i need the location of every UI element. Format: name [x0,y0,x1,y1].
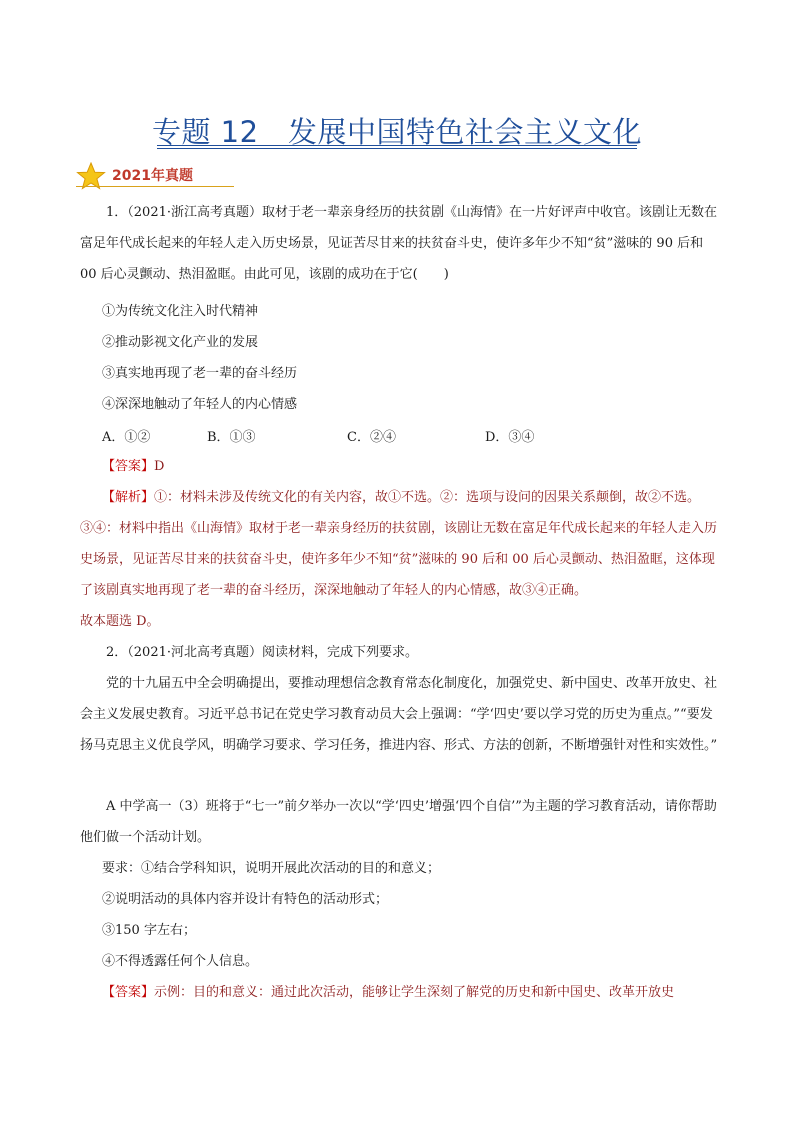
q2-task: A 中学高一（3）班将于“七一”前夕举办一次以“学‘四史’增强‘四个自信’”为主题的学习教育活动，请你帮助他们做一个活动计划。 [80,799,717,845]
q1-answer [102,451,742,482]
q2-requirement-1: 要求：①结合学科知识，说明开展此次活动的目的和意义； [102,861,441,876]
q1-option-a: A．①② [102,430,151,445]
q1-options [102,420,702,451]
q2-answer [80,977,720,1008]
answer-value: D [154,459,165,474]
section-label: 2021年真题 [112,168,193,184]
q1-item-2: ②推动影视文化产业的发展 [102,335,259,350]
q1-item-3: ③真实地再现了老一辈的奋斗经历 [102,366,298,381]
title-underline [157,145,637,146]
q1-stem: 1．（2021·浙江高考真题）取材于老一辈亲身经历的扶贫剧《山海情》在一片好评声中收官。该剧让无数在富足年代成长起来的年轻人走入历史场景，见证苦尽甘来的扶贫奋斗史，使许多年少不知“贫”滋味的 90 后和 00 后心灵颤动、热泪盈眶。由此可见，该剧的成功在于它( ) [80,205,717,282]
q2-requirement-3: ③150 字左右； [102,923,196,938]
page-title: 专题 12 发展中国特色社会主义文化 [151,115,643,149]
q1-conclusion: 故本题选 D。 [80,614,160,629]
q1-item-4: ④深深地触动了年轻人的内心情感 [102,397,298,412]
answer-text: 示例：目的和意义：通过此次活动，能够让学生深刻了解党的历史和新中国史、改革开放史 [154,985,675,1000]
analysis-tag: 【解析】 [102,490,155,505]
q2-requirement-2: ②说明活动的具体内容并设计有特色的活动形式； [102,892,389,907]
q1-item-1: ①为传统文化注入时代精神 [102,304,259,319]
q2-stem: 2．（2021·河北高考真题）阅读材料，完成下列要求。 [106,645,418,660]
answer-tag: 【答案】 [102,459,155,474]
title-underline-double [157,148,637,149]
q1-analysis [80,482,720,606]
q1-option-c: C．②④ [347,430,396,445]
analysis-text: ①：材料未涉及传统文化的有关内容，故①不选。②：选项与设问的因果关系颠倒，故②不选。③④：材料中指出《山海情》取材于老一辈亲身经历的扶贫剧，该剧让无数在富足年代成长起来的年轻人走入历史场景，见证苦尽甘来的扶贫奋斗史，使许多年少不知“贫”滋味的 90 后和 00 后心灵颤动、热泪盈眶，这体现了该剧真实地再现了老一辈的奋斗经历，深深地触动了年轻人的内心情感，故③④正确。 [80,490,718,598]
q2-material: 党的十九届五中全会明确提出，要推动理想信念教育常态化制度化，加强党史、新中国史、改革开放史、社会主义发展史教育。习近平总书记在党史学习教育动员大会上强调：“学‘四史’要以学习党的历史为重点。”“要发扬马克思主义优良学风，明确学习要求、学习任务，推进内容、形式、方法的创新，不断增强针对性和实效性。” [80,676,718,753]
q1-option-d: D．③④ [485,430,535,445]
answer-tag: 【答案】 [102,985,155,1000]
section-underline [76,186,234,187]
q1-option-b: B．①③ [207,430,256,445]
q2-requirement-4: ④不得透露任何个人信息。 [102,954,259,969]
